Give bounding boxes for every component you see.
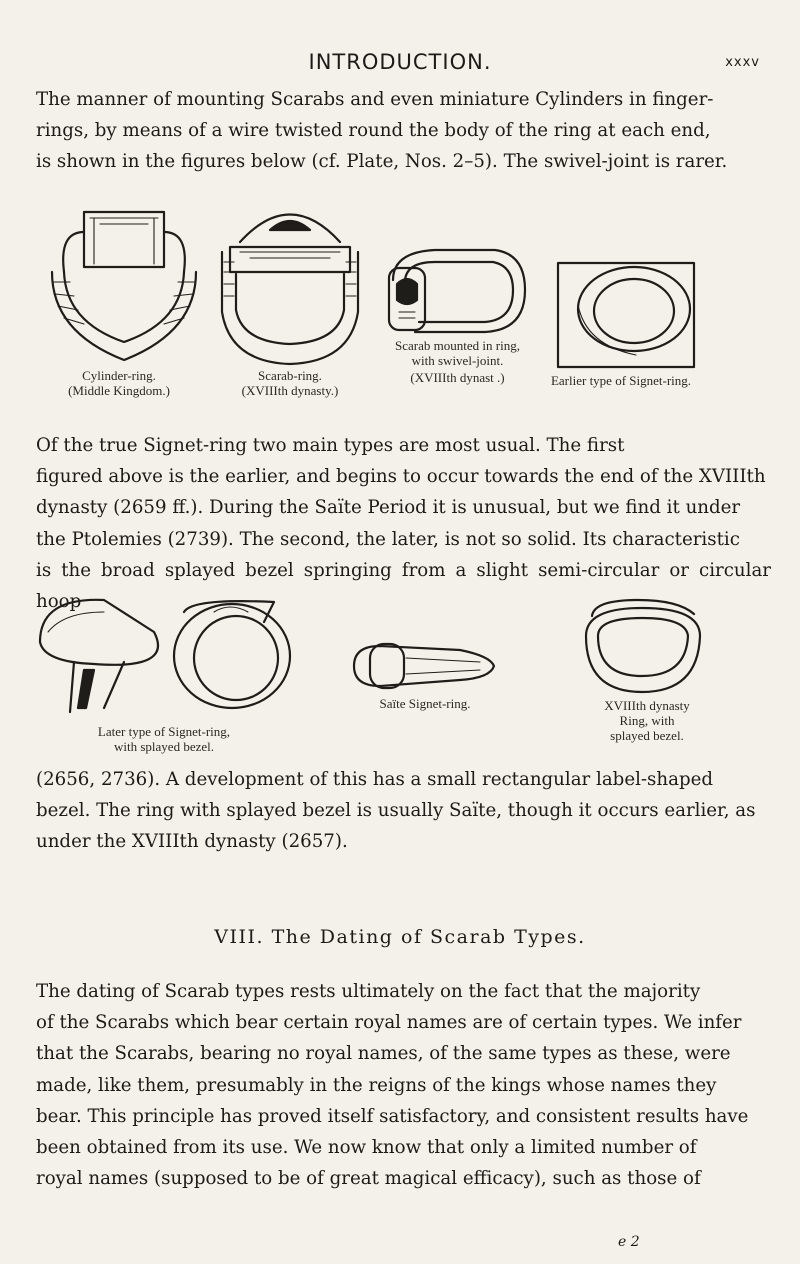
- caption-line: Cylinder-ring.: [82, 368, 156, 383]
- caption-line: with splayed bezel.: [114, 739, 214, 754]
- text-line: bear. This principle has proved itself satisfactory, and consistent results have: [36, 1105, 749, 1127]
- saite-signet-ring-figure: [340, 636, 510, 711]
- caption-line: Scarab-ring.: [258, 368, 322, 383]
- cylinder-ring-figure: [44, 192, 204, 398]
- section-heading: VIII. The Dating of Scarab Types.: [214, 926, 586, 948]
- caption-line: XVIIIth dynasty: [604, 698, 690, 713]
- text-line: of the Scarabs which bear certain royal names are of certain types. We infer: [36, 1012, 742, 1034]
- saite-signet-ring-icon: [340, 636, 500, 696]
- signet-ring-paragraph: [36, 430, 771, 617]
- text-line: that the Scarabs, bearing no royal names, of the same types as these, were: [36, 1043, 731, 1065]
- signet-ring-figure: [546, 255, 726, 388]
- dating-paragraph: [36, 976, 771, 1194]
- intro-paragraph: [36, 84, 771, 178]
- text-line: under the XVIIIth dynasty (2657).: [36, 831, 348, 853]
- caption-line: Later type of Signet-ring,: [97, 724, 231, 739]
- text-line: been obtained from its use. We now know that only a limited number of: [36, 1137, 697, 1159]
- caption-line: Scarab mounted in ring,: [395, 338, 520, 353]
- signature-mark: e 2: [618, 1234, 640, 1250]
- splayed-bezel-ring-icon: [578, 596, 708, 696]
- text-line: the Ptolemies (2739). The second, the later, is not so solid. Its characteristic: [36, 528, 740, 550]
- text-line: The manner of mounting Scarabs and even miniature Cylinders in finger-: [36, 89, 714, 110]
- caption-line: Ring, with: [619, 713, 675, 728]
- text-line: The dating of Scarab types rests ultimately on the fact that the majority: [36, 981, 701, 1002]
- splayed-bezel-paragraph: [36, 764, 771, 858]
- text-line: royal names (supposed to be of great magical efficacy), such as those of: [36, 1168, 701, 1190]
- text-line: (2656, 2736). A development of this has a small rectangular label-shaped: [36, 769, 713, 790]
- text-line: rings, by means of a wire twisted round the body of the ring at each end,: [36, 120, 711, 142]
- swivel-ring-figure: [375, 240, 540, 385]
- caption-line: with swivel-joint.: [411, 353, 504, 368]
- text-line: made, like them, presumably in the reigns of the kings whose names they: [36, 1074, 717, 1096]
- text-line: is the broad splayed bezel springing from a slight semi-circular or circular hoop: [36, 559, 771, 613]
- page-number: xxxv: [725, 55, 760, 70]
- text-line: bezel. The ring with splayed bezel is usually Saïte, though it occurs earlier, as: [36, 800, 756, 822]
- text-line: is shown in the figures below (cf. Plate, Nos. 2–5). The swivel-joint is rarer.: [36, 151, 728, 173]
- running-header-title: INTRODUCTION.: [308, 50, 492, 74]
- later-signet-ring-icon: [34, 592, 294, 722]
- splayed-bezel-ring-figure: [578, 596, 722, 743]
- swivel-ring-icon: [375, 240, 535, 340]
- later-signet-ring-figure: [34, 592, 294, 754]
- text-line: figured above is the earlier, and begins to occur towards the end of the XVIIIth: [36, 466, 766, 488]
- caption-line: (XVIIIth dynasty.): [241, 383, 339, 398]
- caption-line: (XVIIIth dynast .): [410, 370, 505, 385]
- text-line: dynasty (2659 ff.). During the Saïte Period it is unusual, but we find it under: [36, 497, 741, 519]
- caption-line: splayed bezel.: [610, 728, 684, 743]
- text-line: Of the true Signet-ring two main types are most usual. The first: [36, 435, 625, 456]
- scarab-ring-figure: [210, 192, 370, 398]
- caption-line: (Middle Kingdom.): [68, 383, 170, 398]
- cylinder-ring-icon: [44, 192, 204, 372]
- caption-line: Saïte Signet-ring.: [379, 696, 471, 711]
- signet-ring-icon: [546, 255, 706, 375]
- caption-line: Earlier type of Signet-ring.: [550, 373, 692, 388]
- scarab-ring-icon: [210, 192, 370, 372]
